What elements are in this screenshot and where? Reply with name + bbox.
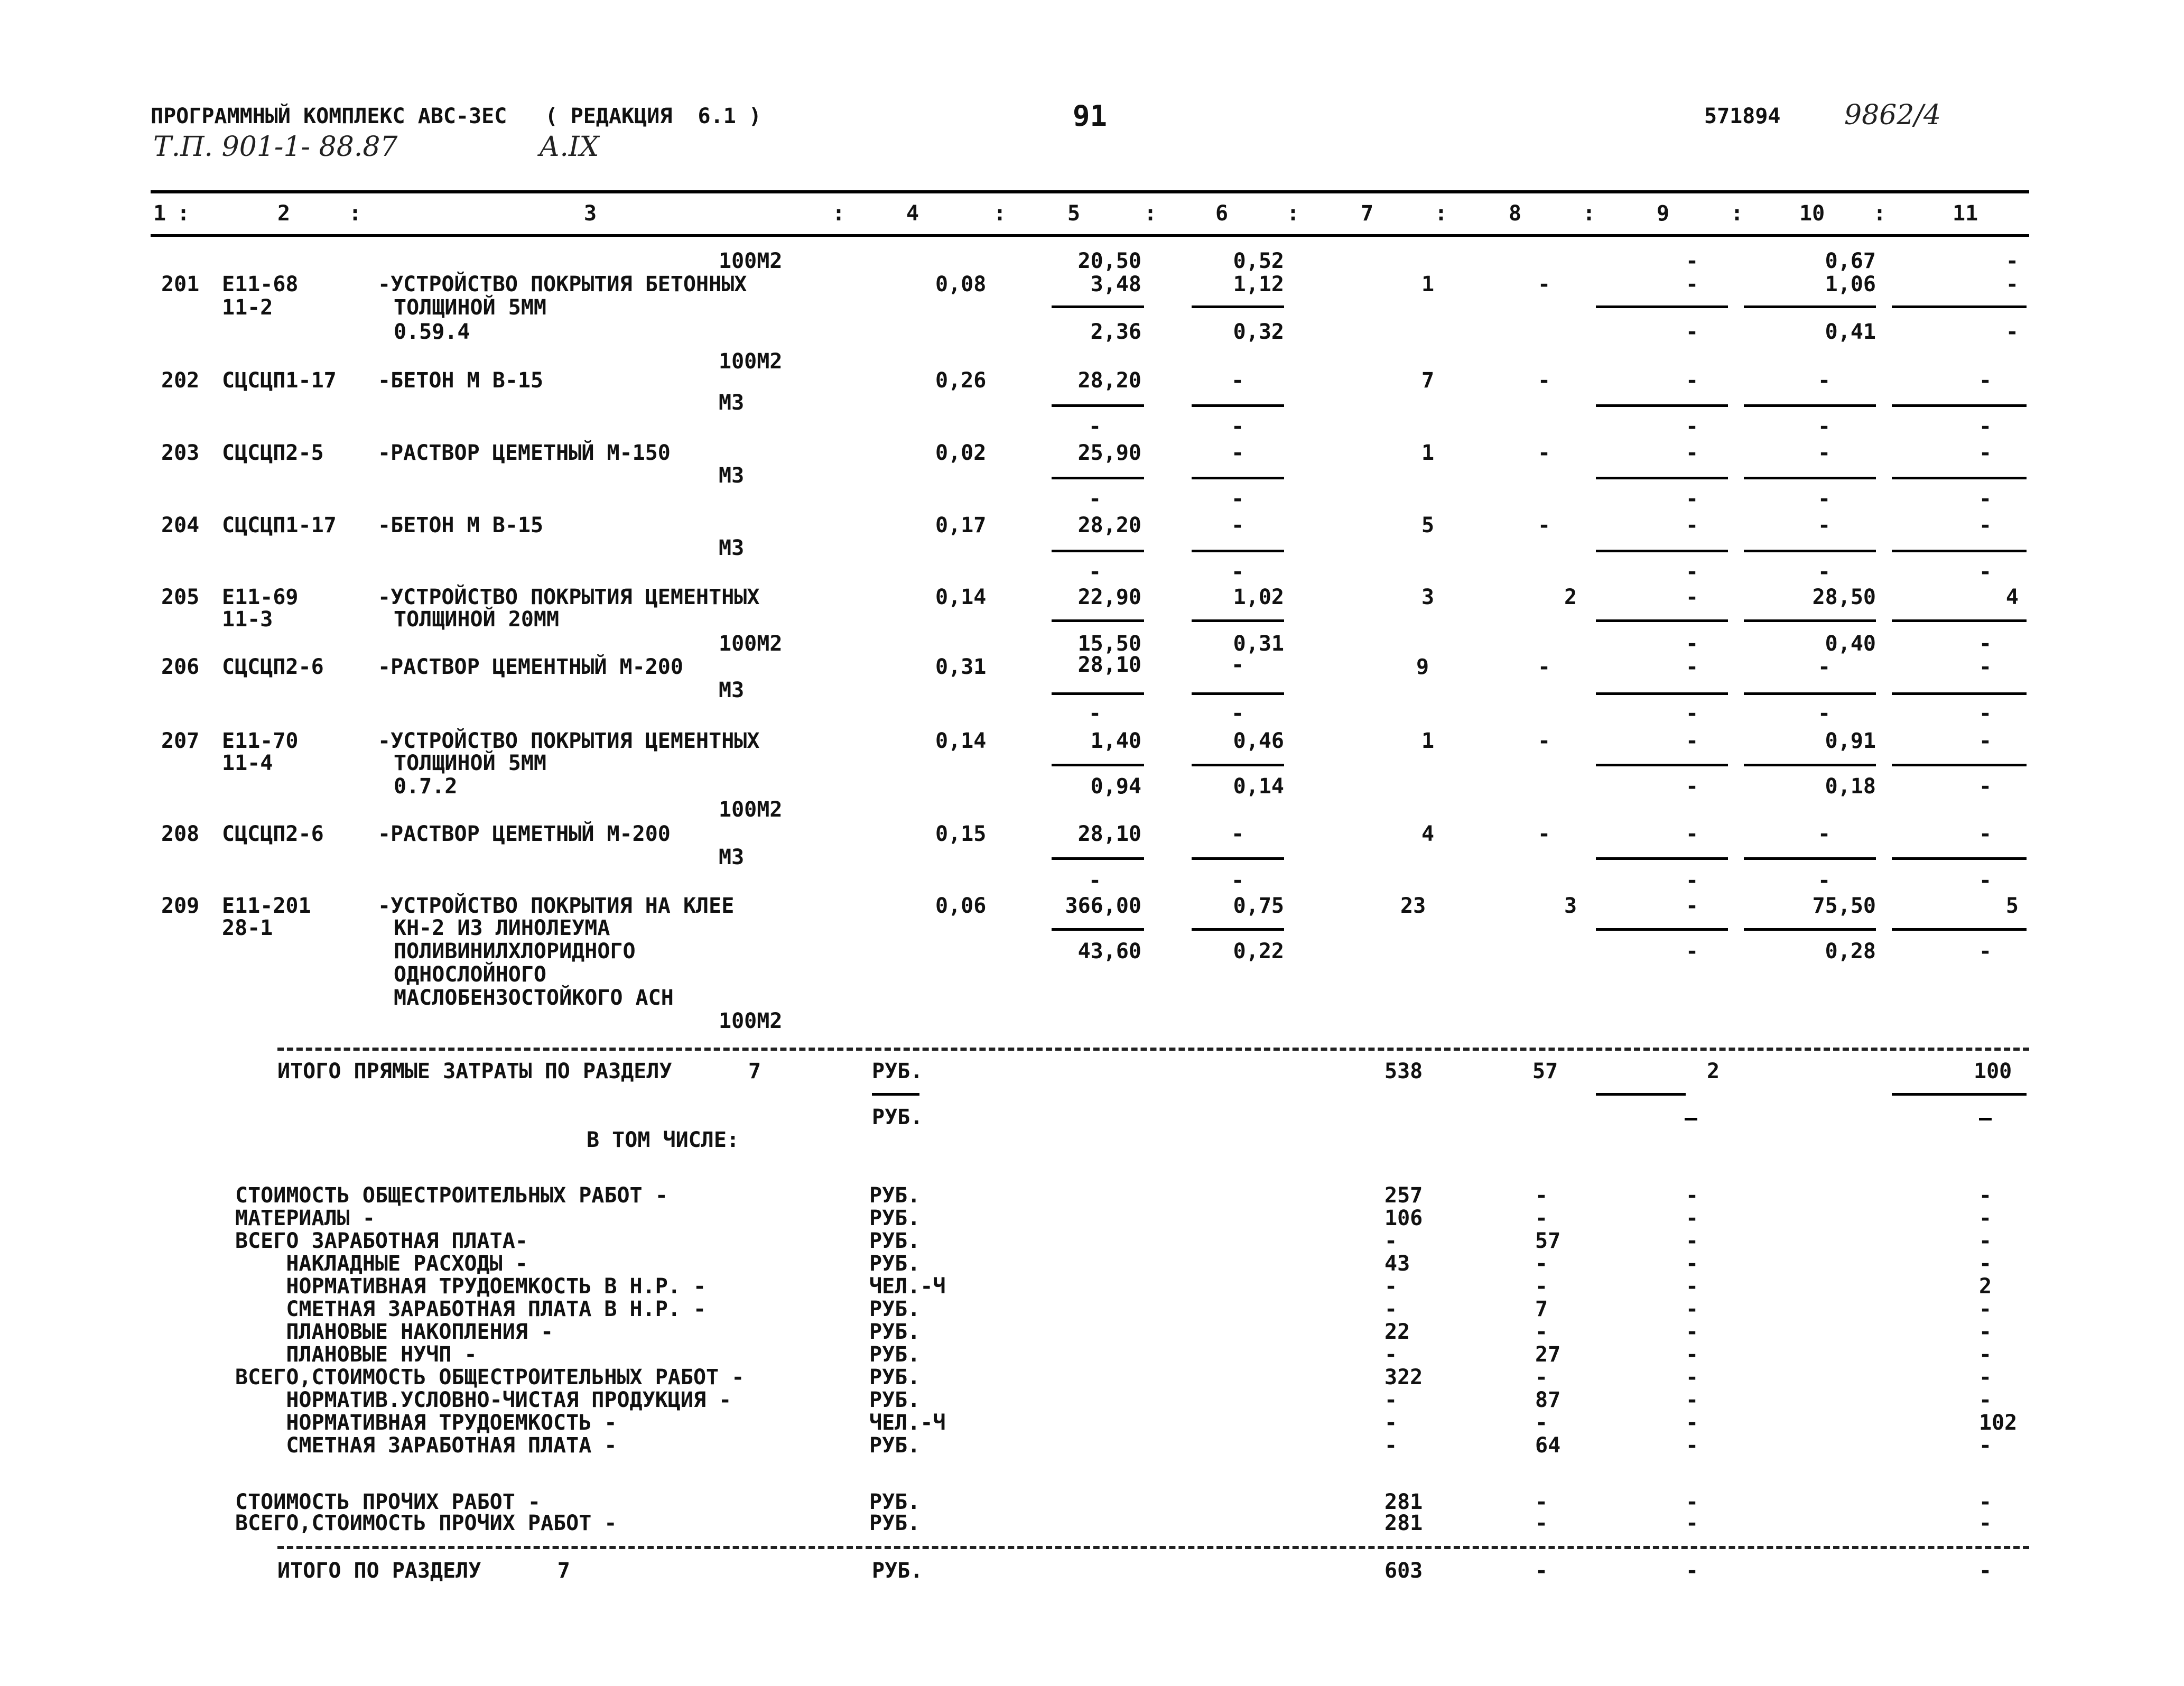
row-number: 206: [161, 655, 200, 679]
cell: -: [1538, 513, 1551, 538]
row-number: 208: [161, 822, 200, 846]
cell: -: [1384, 1388, 1398, 1412]
unit: 100М2: [719, 249, 783, 273]
cell: -: [1686, 1388, 1699, 1412]
header-bottom-rule: [151, 234, 2029, 237]
cell: -: [2005, 320, 2019, 344]
cell: -: [1979, 868, 1992, 893]
cell: 57: [1535, 1229, 1561, 1253]
cell: -: [1686, 1274, 1699, 1299]
cell: 0,46: [1233, 729, 1284, 753]
cell: 75,50: [1812, 894, 1876, 918]
col-8: 8: [1509, 201, 1522, 226]
cell: -: [1979, 414, 1992, 439]
cell: 366,00: [1065, 894, 1141, 918]
cell: -: [1686, 1252, 1699, 1276]
cell: -: [1686, 585, 1699, 609]
cell: 25,90: [1077, 441, 1141, 465]
cell: -: [2005, 249, 2019, 273]
cell: -: [2005, 272, 2019, 297]
unit: 100М2: [719, 349, 783, 374]
cell: 1: [1421, 272, 1435, 297]
cell: -: [1686, 894, 1699, 918]
cell: 22,90: [1077, 585, 1141, 609]
cell: -: [1979, 1206, 1992, 1230]
cell: 1,40: [1090, 729, 1141, 753]
unit: М3: [719, 536, 745, 560]
cell: -: [1535, 1320, 1548, 1344]
description: -УСТРОЙСТВО ПОКРЫТИЯ НА КЛЕЕ: [378, 894, 735, 918]
quantity: 0,31: [935, 655, 987, 679]
col-3: 3: [584, 201, 597, 226]
cell: -: [1686, 272, 1699, 297]
cell: -: [1686, 414, 1699, 439]
cell: -: [1979, 1320, 1992, 1344]
description: 0.59.4: [394, 320, 470, 344]
cell: -: [1979, 1433, 1992, 1458]
description: ТОЛЩИНОЙ 5ММ: [394, 295, 546, 320]
breakdown-label: СТОИМОСТЬ ПРОЧИХ РАБОТ -: [235, 1490, 541, 1514]
code: СЦСЦП2-6: [222, 655, 324, 679]
cell: -: [1686, 249, 1699, 273]
cell: -: [1686, 560, 1699, 584]
cell: 5: [1421, 513, 1435, 538]
cell: -: [1979, 560, 1992, 584]
cell: 1: [1421, 729, 1435, 753]
cell: 28,20: [1077, 513, 1141, 538]
cell: -: [1979, 701, 1992, 726]
cell: -: [1089, 414, 1102, 439]
cell: 20,50: [1077, 249, 1141, 273]
unit: РУБ.: [869, 1342, 921, 1367]
row-number: 209: [161, 894, 200, 918]
cell: -: [1538, 272, 1551, 297]
cell: -: [1538, 441, 1551, 465]
unit: РУБ.: [869, 1388, 921, 1412]
breakdown-label: СТОИМОСТЬ ОБЩЕСТРОИТЕЛЬНЫХ РАБОТ -: [235, 1183, 668, 1208]
cell: -: [1535, 1183, 1548, 1208]
code-sub: 11-2: [222, 295, 273, 320]
unit: РУБ.: [869, 1511, 921, 1535]
cell: -: [1686, 1365, 1699, 1389]
cell: -: [1979, 1297, 1992, 1321]
cell: -: [1686, 441, 1699, 465]
cell: 23: [1400, 894, 1426, 918]
cell: 27: [1535, 1342, 1561, 1367]
cell: 64: [1535, 1433, 1561, 1458]
cell: 100: [1974, 1059, 2012, 1083]
cell: -: [1538, 729, 1551, 753]
cell: -: [1979, 487, 1992, 511]
breakdown-label: ВСЕГО ЗАРАБОТНАЯ ПЛАТА-: [235, 1229, 528, 1253]
breakdown-label: НОРМАТИВНАЯ ТРУДОЕМКОСТЬ В Н.Р. -: [235, 1274, 707, 1299]
unit: РУБ.: [869, 1433, 921, 1458]
code: СЦСЦП1-17: [222, 513, 337, 538]
col-6: 6: [1215, 201, 1229, 226]
description: -УСТРОЙСТВО ПОКРЫТИЯ ЦЕМЕНТНЫХ: [378, 585, 760, 609]
description: ТОЛЩИНОЙ 20ММ: [394, 607, 560, 632]
cell: -: [1231, 560, 1244, 584]
cell: -: [1979, 655, 1992, 679]
cell: -: [1979, 774, 1992, 799]
col-4: 4: [906, 201, 919, 226]
cell: -: [1686, 655, 1699, 679]
cell: 7: [1421, 368, 1435, 393]
cell: -: [1231, 701, 1244, 726]
cell: -: [1535, 1365, 1548, 1389]
cell: -: [1979, 939, 1992, 964]
code: Е11-201: [222, 894, 311, 918]
cell: 28,20: [1077, 368, 1141, 393]
description: -УСТРОЙСТВО ПОКРЫТИЯ БЕТОННЫХ: [378, 272, 747, 297]
description: КН-2 ИЗ ЛИНОЛЕУМА: [394, 916, 610, 940]
cell: -: [1979, 1365, 1992, 1389]
cell: -: [1686, 368, 1699, 393]
handwritten-tp: Т.П. 901-1- 88.87: [153, 131, 398, 163]
code: СЦСЦП1-17: [222, 368, 337, 393]
cell: -: [1686, 1490, 1699, 1514]
col-2: 2: [277, 201, 291, 226]
cell: -: [1231, 653, 1244, 677]
cell: -: [1686, 1320, 1699, 1344]
cell: -: [1818, 655, 1831, 679]
unit: 100М2: [719, 632, 783, 656]
cell: 0,14: [1233, 774, 1284, 799]
cell: 22: [1384, 1320, 1410, 1344]
cell: 3: [1564, 894, 1577, 918]
breakdown-label: ВСЕГО,СТОИМОСТЬ ПРОЧИХ РАБОТ -: [235, 1511, 617, 1535]
description: 0.7.2: [394, 774, 458, 799]
row-number: 201: [161, 272, 200, 297]
unit: М3: [719, 678, 745, 702]
code-sub: 28-1: [222, 916, 273, 940]
unit: РУБ.: [872, 1059, 923, 1083]
col-9: 9: [1657, 201, 1670, 226]
col-7: 7: [1361, 201, 1374, 226]
unit: РУБ.: [869, 1490, 921, 1514]
unit: 100М2: [719, 1009, 783, 1033]
cell: -: [1686, 632, 1699, 656]
cell: 322: [1384, 1365, 1423, 1389]
cell: 43: [1384, 1252, 1410, 1276]
unit: РУБ.: [869, 1297, 921, 1321]
cell: 1,02: [1233, 585, 1284, 609]
cell: 2: [1707, 1059, 1720, 1083]
cell: -: [1818, 368, 1831, 393]
cell: 7: [1535, 1297, 1548, 1321]
cell: -: [1818, 513, 1831, 538]
cell: 257: [1384, 1183, 1423, 1208]
cell: -: [1231, 822, 1244, 846]
cell: -: [1535, 1274, 1548, 1299]
cell: 0,91: [1825, 729, 1876, 753]
cell: -: [1686, 1183, 1699, 1208]
quantity: 0,14: [935, 585, 987, 609]
cell: 43,60: [1077, 939, 1141, 964]
cell: -: [1384, 1229, 1398, 1253]
row-number: 204: [161, 513, 200, 538]
quantity: 0,06: [935, 894, 987, 918]
cell: -: [1535, 1490, 1548, 1514]
cell: -: [1818, 414, 1831, 439]
code: СЦСЦП2-5: [222, 441, 324, 465]
col-10: 10: [1799, 201, 1825, 226]
cell: -: [1979, 1490, 1992, 1514]
cell: 0,67: [1825, 249, 1876, 273]
cell: -: [1979, 1342, 1992, 1367]
row-number: 202: [161, 368, 200, 393]
code: СЦСЦП2-6: [222, 822, 324, 846]
cell: -: [1979, 1183, 1992, 1208]
cell: 28,10: [1077, 653, 1141, 677]
cell: -: [1979, 822, 1992, 846]
description: МАСЛОБЕНЗОСТОЙКОГО АСН: [394, 986, 674, 1010]
unit: РУБ.: [869, 1229, 921, 1253]
cell: -: [1535, 1559, 1548, 1583]
cell: -: [1231, 513, 1244, 538]
description: -УСТРОЙСТВО ПОКРЫТИЯ ЦЕМЕНТНЫХ: [378, 729, 760, 753]
cell: 281: [1384, 1490, 1423, 1514]
cell: -: [1686, 939, 1699, 964]
breakdown-label: ПЛАНОВЫЕ НУЧП -: [235, 1342, 477, 1367]
cell: -: [1979, 1511, 1992, 1535]
quantity: 0,14: [935, 729, 987, 753]
cell: -: [1538, 655, 1551, 679]
description: -БЕТОН М В-15: [378, 368, 544, 393]
header-top-rule: [151, 190, 2029, 193]
cell: -: [1979, 632, 1992, 656]
description: -РАСТВОР ЦЕМЕНТНЫЙ М-200: [378, 655, 683, 679]
section-total-label: ИТОГО ПО РАЗДЕЛУ 7: [277, 1559, 570, 1583]
direct-costs-label: ИТОГО ПРЯМЫЕ ЗАТРАТЫ ПО РАЗДЕЛУ 7: [277, 1059, 761, 1083]
page-number: 91: [1073, 99, 1108, 133]
cell: -: [1384, 1433, 1398, 1458]
cell: -: [1089, 560, 1102, 584]
cell: -: [1818, 822, 1831, 846]
cell: 102: [1979, 1411, 2018, 1435]
cell: 603: [1384, 1559, 1423, 1583]
col-11: 11: [1953, 201, 1978, 226]
cell: -: [1535, 1511, 1548, 1535]
cell: -: [1686, 1559, 1699, 1583]
unit: РУБ.: [869, 1252, 921, 1276]
cell: 1,12: [1233, 272, 1284, 297]
cell: -: [1231, 414, 1244, 439]
description: ОДНОСЛОЙНОГО: [394, 962, 546, 987]
cell: -: [1686, 1229, 1699, 1253]
description: -БЕТОН М В-15: [378, 513, 544, 538]
code: Е11-68: [222, 272, 299, 297]
unit: РУБ.: [872, 1559, 923, 1583]
cell: -: [1686, 513, 1699, 538]
cell: -: [1979, 513, 1992, 538]
cell: -: [1818, 868, 1831, 893]
cell: 28,50: [1812, 585, 1876, 609]
cell: 1: [1421, 441, 1435, 465]
unit: РУБ.: [869, 1320, 921, 1344]
cell: 106: [1384, 1206, 1423, 1230]
cell: 4: [2005, 585, 2019, 609]
quantity: 0,02: [935, 441, 987, 465]
row-number: 205: [161, 585, 200, 609]
unit: М3: [719, 464, 745, 488]
cell: 3: [1421, 585, 1435, 609]
cell: -: [1384, 1274, 1398, 1299]
cell: -: [1384, 1342, 1398, 1367]
breakdown-label: ПЛАНОВЫЕ НАКОПЛЕНИЯ -: [235, 1320, 554, 1344]
cell: 5: [2005, 894, 2019, 918]
cell: -: [1818, 487, 1831, 511]
cell: 28,10: [1077, 822, 1141, 846]
description: ПОЛИВИНИЛХЛОРИДНОГО: [394, 939, 636, 964]
cell: -: [1089, 487, 1102, 511]
cell: -: [1686, 1297, 1699, 1321]
cell: 2,36: [1090, 320, 1141, 344]
cell: 1,06: [1825, 272, 1876, 297]
cell: -: [1818, 441, 1831, 465]
program-header: ПРОГРАММНЫЙ КОМПЛЕКС АВС-ЗЕС ( РЕДАКЦИЯ 6.1 ): [151, 104, 761, 128]
cell: -: [1686, 320, 1699, 344]
cell: -: [1089, 701, 1102, 726]
unit: РУБ.: [872, 1105, 923, 1129]
unit: 100М2: [719, 798, 783, 822]
col-1: 1: [153, 201, 166, 226]
code-sub: 11-4: [222, 751, 273, 775]
cell: 3,48: [1090, 272, 1141, 297]
cell: -: [1686, 729, 1699, 753]
unit: ЧЕЛ.-Ч: [869, 1274, 946, 1299]
unit: РУБ.: [869, 1183, 921, 1208]
breakdown-label: НОРМАТИВНАЯ ТРУДОЕМКОСТЬ -: [235, 1411, 617, 1435]
cell: 0,32: [1233, 320, 1284, 344]
including-label: В ТОМ ЧИСЛЕ:: [587, 1128, 739, 1152]
cell: 9: [1416, 655, 1429, 679]
cell: 0,22: [1233, 939, 1284, 964]
cell: -: [1535, 1206, 1548, 1230]
cell: -: [1686, 701, 1699, 726]
cell: -: [1686, 774, 1699, 799]
row-number: 207: [161, 729, 200, 753]
unit: М3: [719, 845, 745, 869]
cell: -: [1686, 868, 1699, 893]
handwritten-reference: 9862/4: [1844, 99, 1941, 131]
cell: 0,75: [1233, 894, 1284, 918]
cell: 538: [1384, 1059, 1423, 1083]
description: -РАСТВОР ЦЕМЕТНЫЙ М-200: [378, 822, 671, 846]
cell: -: [1979, 1388, 1992, 1412]
cell: 281: [1384, 1511, 1423, 1535]
cell: -: [1231, 441, 1244, 465]
quantity: 0,26: [935, 368, 987, 393]
cell: 0,52: [1233, 249, 1284, 273]
cell: 0,40: [1825, 632, 1876, 656]
cell: -: [1686, 1511, 1699, 1535]
cell: -: [1686, 1206, 1699, 1230]
cell: 0,41: [1825, 320, 1876, 344]
cell: -: [1538, 822, 1551, 846]
cell: -: [1384, 1297, 1398, 1321]
cell: -: [1384, 1411, 1398, 1435]
col-5: 5: [1067, 201, 1081, 226]
unit: М3: [719, 391, 745, 415]
code: Е11-70: [222, 729, 299, 753]
cell: -: [1535, 1252, 1548, 1276]
cell: -: [1535, 1411, 1548, 1435]
cell: -: [1089, 868, 1102, 893]
cell: -: [1979, 441, 1992, 465]
cell: 2: [1564, 585, 1577, 609]
cell: -: [1979, 1229, 1992, 1253]
cell: -: [1686, 487, 1699, 511]
cell: -: [1979, 1252, 1992, 1276]
cell: 15,50: [1077, 632, 1141, 656]
cell: -: [1231, 868, 1244, 893]
quantity: 0,15: [935, 822, 987, 846]
cell: -: [1979, 1559, 1992, 1583]
description: -РАСТВОР ЦЕМЕТНЫЙ М-150: [378, 441, 671, 465]
code: Е11-69: [222, 585, 299, 609]
cell: -: [1231, 368, 1244, 393]
description: ТОЛЩИНОЙ 5ММ: [394, 751, 546, 775]
cell: -: [1979, 368, 1992, 393]
cell: -: [1818, 560, 1831, 584]
cell: 0,28: [1825, 939, 1876, 964]
section-divider: [277, 1546, 2029, 1549]
cell: 0,94: [1090, 774, 1141, 799]
breakdown-label: ВСЕГО,СТОИМОСТЬ ОБЩЕСТРОИТЕЛЬНЫХ РАБОТ -: [235, 1365, 745, 1389]
breakdown-label: НАКЛАДНЫЕ РАСХОДЫ -: [235, 1252, 528, 1276]
cell: 4: [1421, 822, 1435, 846]
cell: -: [1686, 1433, 1699, 1458]
breakdown-label: МАТЕРИАЛЫ -: [235, 1206, 375, 1230]
handwritten-album: А.IX: [539, 131, 599, 163]
cell: -: [1538, 368, 1551, 393]
cell: 2: [1979, 1274, 1992, 1299]
cell: -: [1686, 1411, 1699, 1435]
unit: РУБ.: [869, 1365, 921, 1389]
breakdown-label: СМЕТНАЯ ЗАРАБОТНАЯ ПЛАТА В Н.Р. -: [235, 1297, 707, 1321]
cell: -: [1818, 701, 1831, 726]
breakdown-label: НОРМАТИВ.УСЛОВНО-ЧИСТАЯ ПРОДУКЦИЯ -: [235, 1388, 732, 1412]
cell: 0,18: [1825, 774, 1876, 799]
code-sub: 11-3: [222, 607, 273, 632]
cell: 57: [1532, 1059, 1558, 1083]
cell: -: [1231, 487, 1244, 511]
breakdown-label: СМЕТНАЯ ЗАРАБОТНАЯ ПЛАТА -: [235, 1433, 617, 1458]
unit: ЧЕЛ.-Ч: [869, 1411, 946, 1435]
cell: -: [1686, 1342, 1699, 1367]
row-number: 203: [161, 441, 200, 465]
totals-divider: [277, 1048, 2029, 1051]
cell: 87: [1535, 1388, 1561, 1412]
cell: -: [1686, 822, 1699, 846]
document-code: 571894: [1704, 104, 1781, 128]
quantity: 0,17: [935, 513, 987, 538]
cell: -: [1979, 729, 1992, 753]
cell: 0,31: [1233, 632, 1284, 656]
unit: РУБ.: [869, 1206, 921, 1230]
quantity: 0,08: [935, 272, 987, 297]
